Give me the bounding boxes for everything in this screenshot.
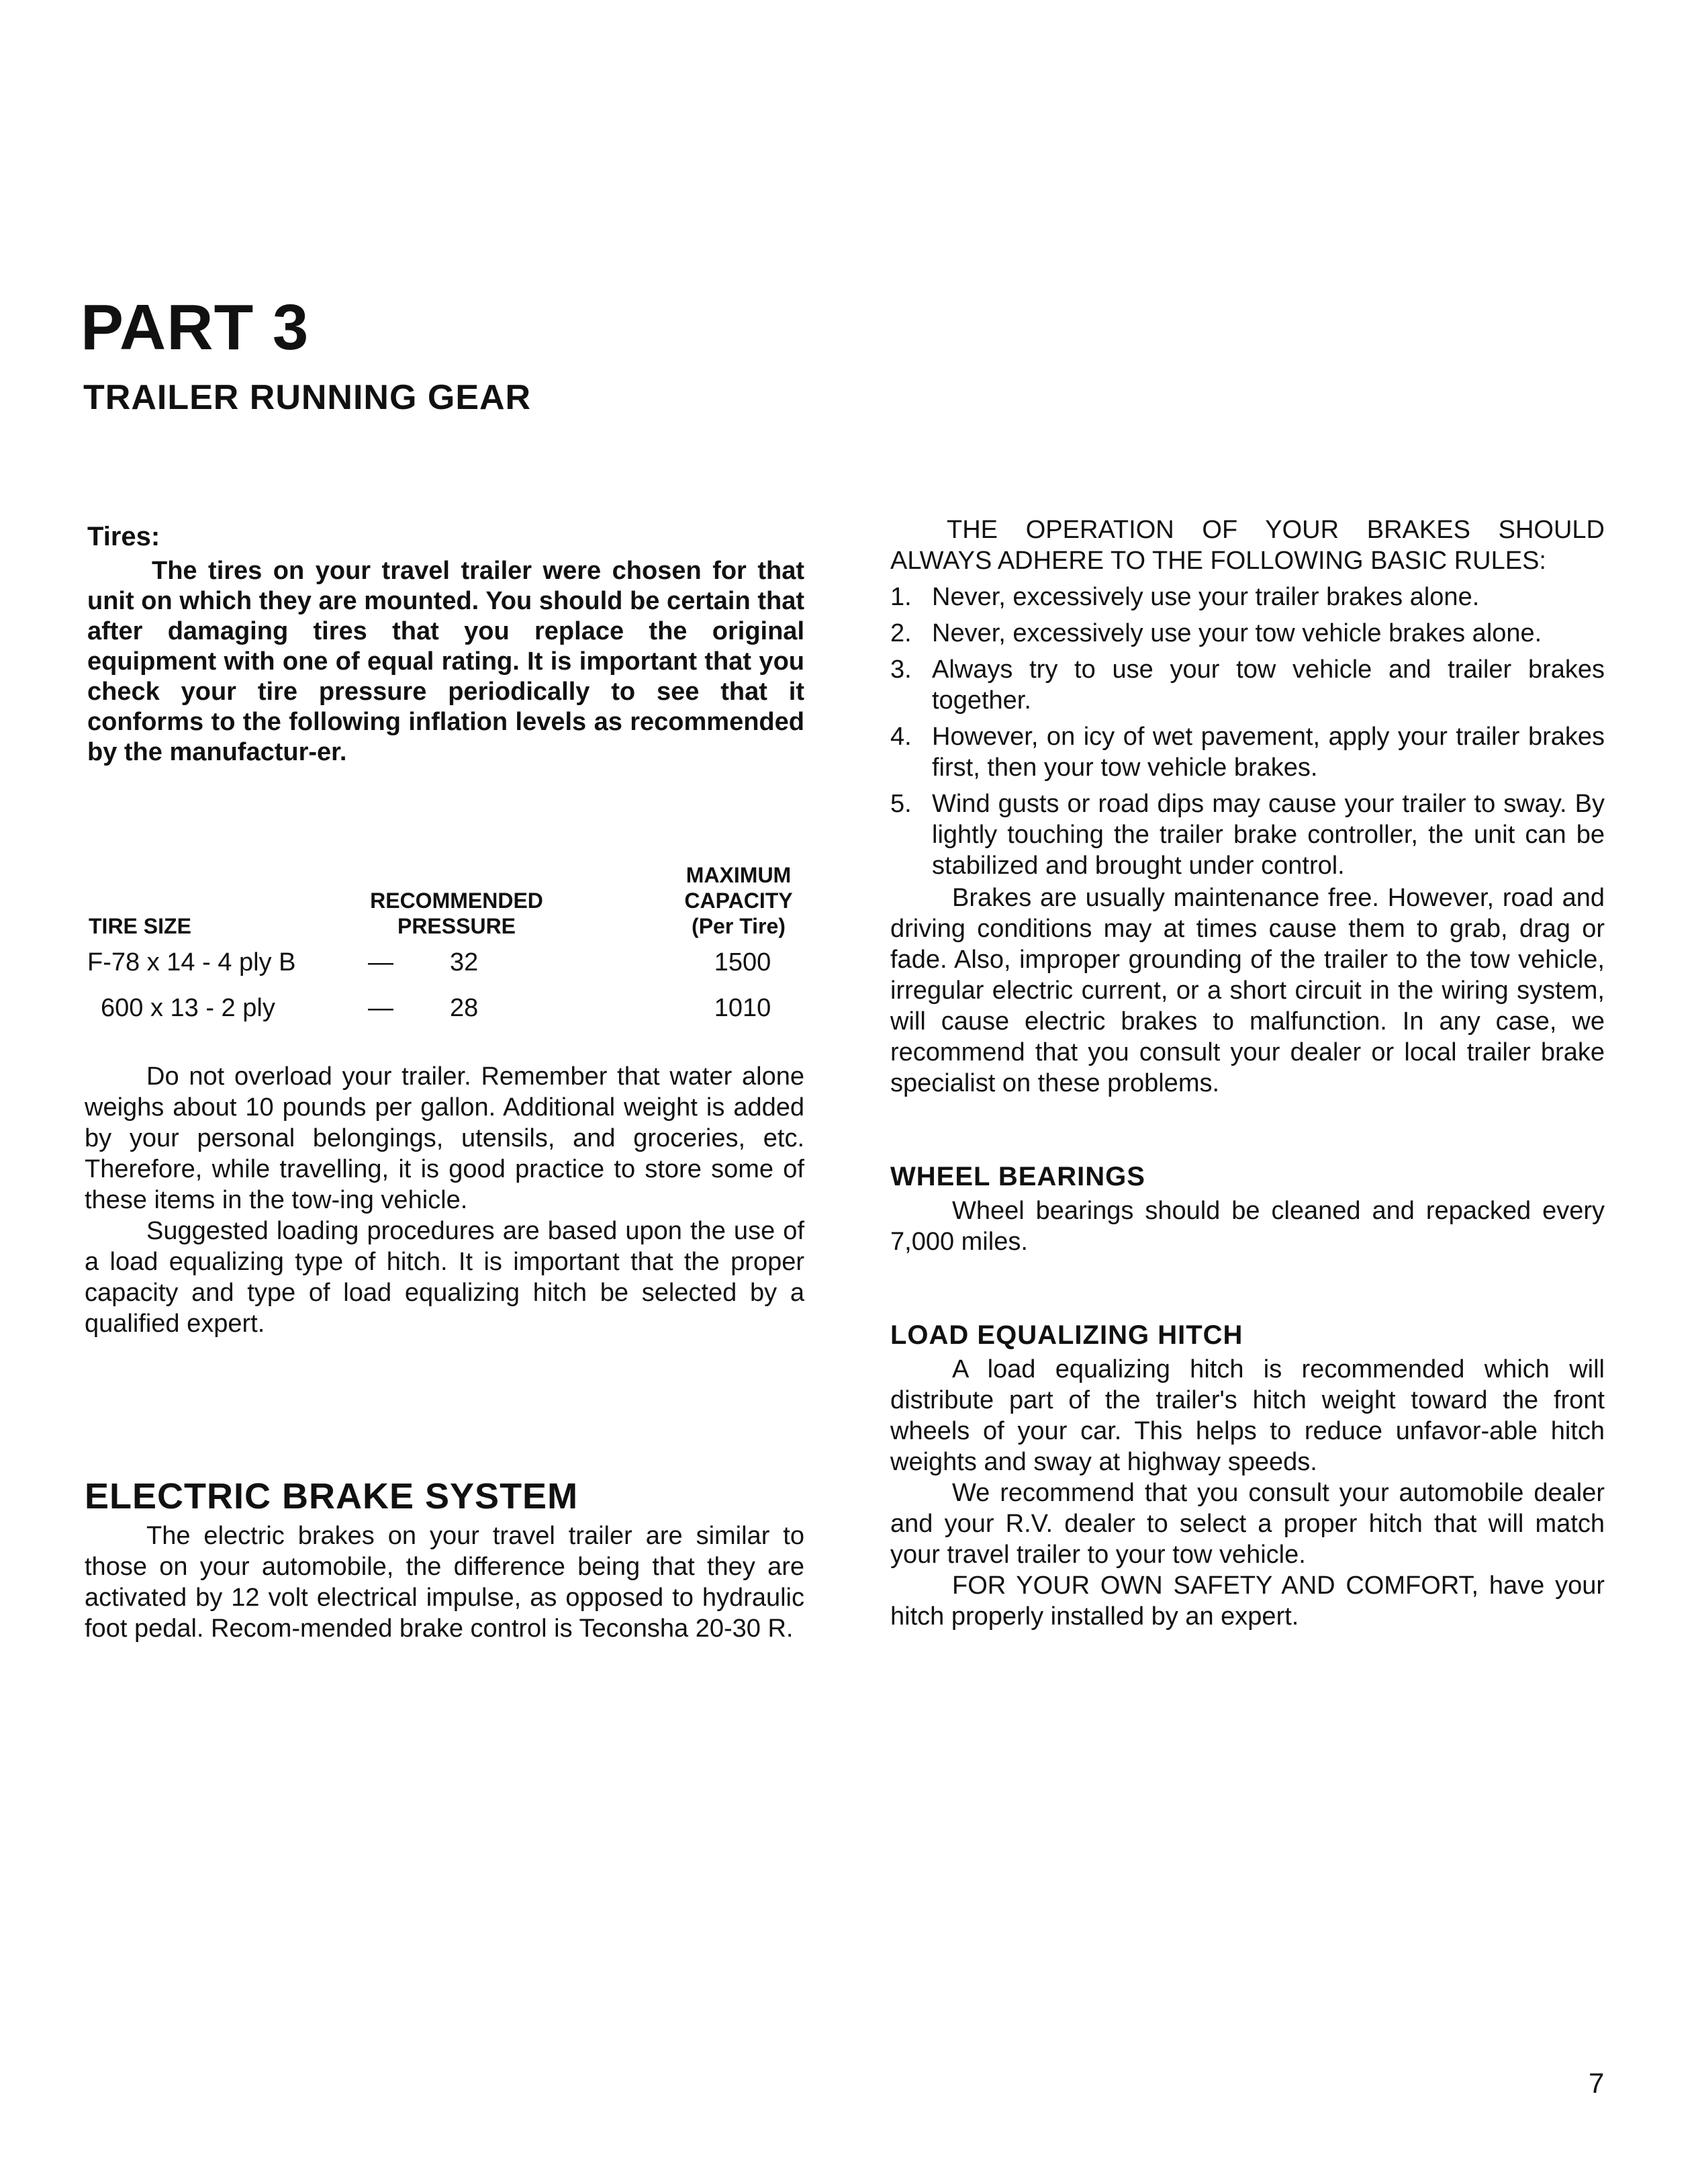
rule-number: 1. bbox=[890, 583, 912, 611]
list-item bbox=[890, 654, 1605, 716]
hitch-paragraph-3: FOR YOUR OWN SAFETY AND COMFORT, have your hitch properly installed by an expert. bbox=[890, 1572, 1605, 1631]
hitch-paragraph-2: We recommend that you consult your automobile dealer and your R.V. dealer to select a proper hitch that will match your travel trailer to your tow vehicle. bbox=[890, 1479, 1605, 1569]
cell-dash: — bbox=[368, 994, 393, 1022]
rule-number: 5. bbox=[890, 790, 912, 818]
rule-text: However, on icy of wet pavement, apply your trailer brakes first, then your tow vehicle brakes. bbox=[932, 723, 1605, 782]
list-item bbox=[890, 788, 1605, 881]
part-subtitle: TRAILER RUNNING GEAR bbox=[83, 378, 532, 417]
loading-paragraph-2: Suggested loading procedures are based upon the use of a load equalizing type of hitch. It is important that the proper capacity and type of load equalizing hitch be selected by a qualified expert. bbox=[85, 1217, 804, 1338]
rule-text: Always try to use your tow vehicle and trailer brakes together. bbox=[932, 655, 1605, 715]
rule-number: 4. bbox=[890, 723, 912, 751]
hitch-paragraph-1: A load equalizing hitch is recommended which will distribute part of the trailer's hitch weight toward the front wheels of your car. This helps to reduce unfavor-able hitch weights and sway at highway speeds. bbox=[890, 1355, 1605, 1476]
cell-pressure: 32 bbox=[450, 948, 479, 976]
tires-section bbox=[87, 521, 804, 768]
table-header-row bbox=[87, 853, 806, 940]
part-title: PART 3 bbox=[81, 291, 310, 363]
electric-brake-section bbox=[85, 1476, 804, 1644]
cell-tire-size: F-78 x 14 - 4 ply B bbox=[87, 948, 296, 976]
cell-capacity: 1500 bbox=[714, 948, 771, 976]
header-maximum-line1: MAXIMUM bbox=[686, 863, 792, 887]
loading-paragraph-1: Do not overload your trailer. Remember that water alone weighs about 10 pounds per gallon. Additional weight is added by your personal belongings, utensils, and groceries, etc. Therefore, while travelling, it is good practice to store some of these items in the tow-ing vehicle. bbox=[85, 1062, 804, 1214]
cell-capacity: 1010 bbox=[714, 994, 771, 1022]
table-row bbox=[87, 986, 806, 1032]
wheel-bearings-text: Wheel bearings should be cleaned and repacked every 7,000 miles. bbox=[890, 1197, 1605, 1256]
spacer bbox=[890, 1257, 1605, 1319]
header-maximum-line2: CAPACITY bbox=[684, 889, 793, 913]
rule-text: Never, excessively use your tow vehicle brakes alone. bbox=[932, 619, 1542, 647]
rule-text: Never, excessively use your trailer brakes alone. bbox=[932, 583, 1480, 611]
header-recommended-pressure bbox=[356, 888, 557, 939]
tires-heading: Tires: bbox=[87, 522, 160, 551]
rule-number: 2. bbox=[890, 619, 912, 647]
brake-maintenance-text: Brakes are usually maintenance free. However, road and driving conditions may at times cause them to grab, drag or fade. Also, improper grounding of the trailer to the tow vehicle, irregular electric current, or a short circuit in the wiring system, will cause electric brakes to malfunction. In any case, we recommend that you consult your dealer or local trailer brake specialist on these problems. bbox=[890, 884, 1605, 1097]
electric-brake-text: The electric brakes on your travel trailer are similar to those on your automobile, the difference being that they are activated by 12 volt electrical impulse, as opposed to hydraulic foot pedal. Recom-mended brake control is Teconsha 20-30 R. bbox=[85, 1522, 804, 1643]
cell-pressure: 28 bbox=[450, 994, 479, 1022]
list-item bbox=[890, 721, 1605, 783]
right-column bbox=[890, 514, 1605, 1632]
header-recommended-line2: PRESSURE bbox=[397, 914, 516, 938]
brake-rules-list bbox=[890, 582, 1605, 881]
tire-pressure-table bbox=[87, 853, 806, 1032]
cell-dash: — bbox=[368, 948, 393, 976]
list-item bbox=[890, 618, 1605, 649]
brake-rules-intro: THE OPERATION OF YOUR BRAKES SHOULD ALWAYS ADHERE TO THE FOLLOWING BASIC RULES: bbox=[890, 516, 1605, 575]
header-maximum-line3: (Per Tire) bbox=[692, 914, 786, 938]
table-row bbox=[87, 940, 806, 986]
wheel-bearings-heading: WHEEL BEARINGS bbox=[890, 1162, 1145, 1191]
page-number: 7 bbox=[1589, 2067, 1605, 2099]
header-recommended-line1: RECOMMENDED bbox=[370, 889, 543, 913]
spacer bbox=[890, 1099, 1605, 1161]
rule-text: Wind gusts or road dips may cause your trailer to sway. By lightly touching the trailer brake controller, the unit can be stabilized and brought under control. bbox=[932, 790, 1605, 880]
header-tire-size: TIRE SIZE bbox=[89, 914, 191, 938]
electric-brake-heading: ELECTRIC BRAKE SYSTEM bbox=[85, 1476, 579, 1516]
cell-tire-size: 600 x 13 - 2 ply bbox=[101, 994, 275, 1022]
header-maximum-capacity bbox=[665, 862, 812, 939]
rule-number: 3. bbox=[890, 655, 912, 684]
loading-section bbox=[85, 1061, 804, 1339]
list-item bbox=[890, 582, 1605, 612]
hitch-heading: LOAD EQUALIZING HITCH bbox=[890, 1320, 1243, 1350]
tires-paragraph: The tires on your travel trailer were chosen for that unit on which they are mounted. You should be certain that after damaging tires that you replace the original equipment with one of equal rating. It is important that you check your tire pressure periodically to see that it conforms to the following inflation levels as recommended by the manufactur-er. bbox=[87, 557, 804, 766]
